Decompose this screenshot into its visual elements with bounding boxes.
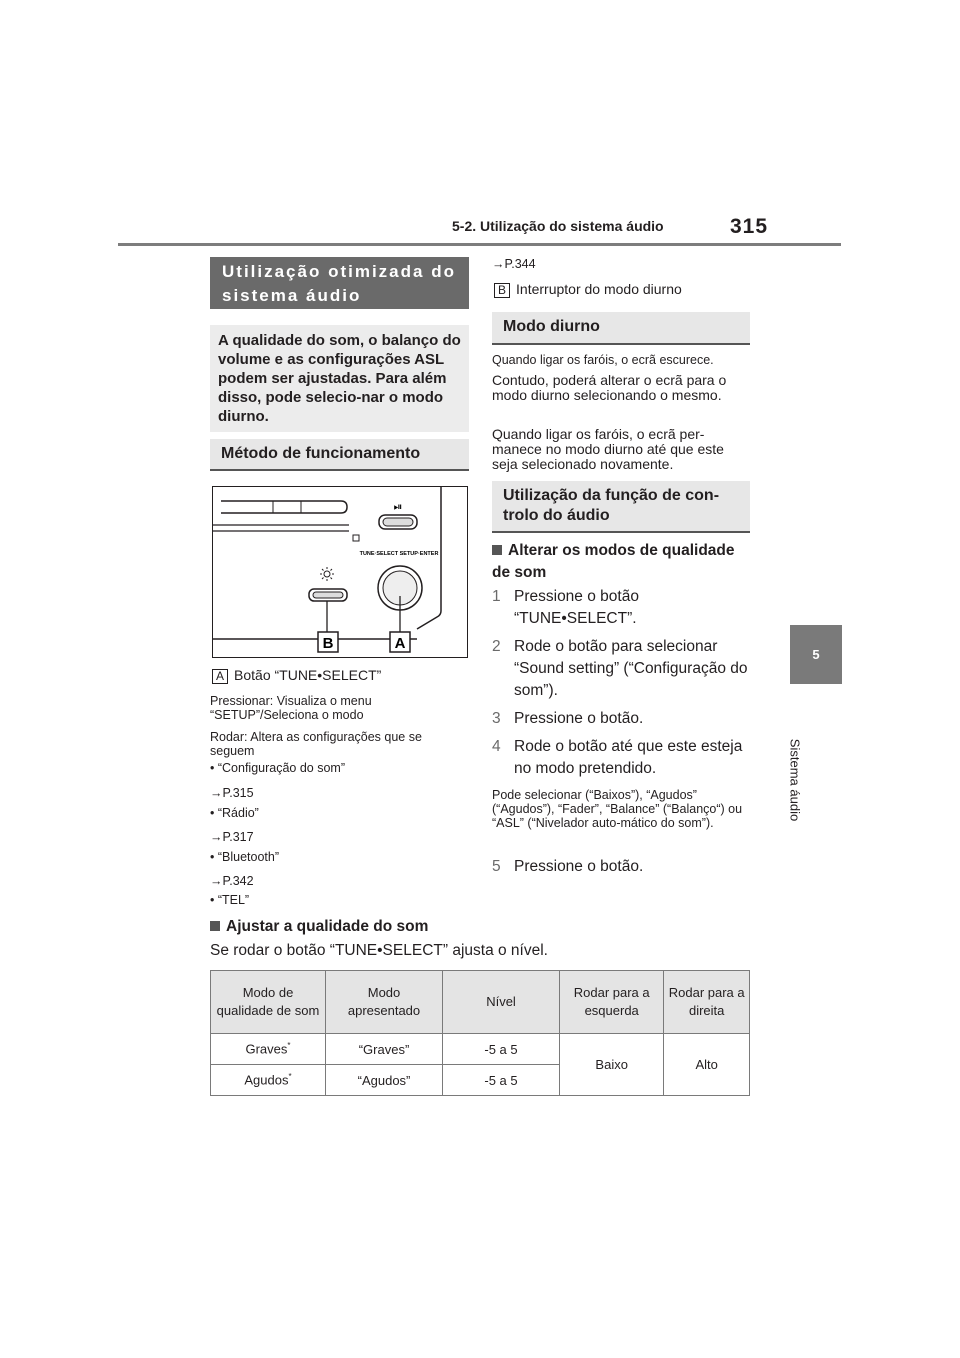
item-b-text: Interruptor do modo diurno <box>516 281 682 297</box>
step: 4 Rode o botão até que este esteja no modo pretendido. <box>492 738 743 777</box>
day-mode-text: Contudo, poderá alterar o ecrã para o modo diurno selecionando o mesmo. <box>492 372 727 403</box>
audio-panel-diagram <box>212 486 468 658</box>
chapter-side-label: Sistema áudio <box>787 738 803 822</box>
page-ref: →P.342 <box>210 874 254 888</box>
item-a-text: Botão “TUNE•SELECT” <box>234 667 382 683</box>
list-item: • “Rádio” <box>210 806 259 820</box>
sound-mode-subheading: Alterar os modos de qualidade de som <box>492 542 735 581</box>
list-item: • “Bluetooth” <box>210 850 279 864</box>
day-mode-note: Quando ligar os faróis, o ecrã escurece. <box>492 353 714 367</box>
step: 5 Pressione o botão. <box>492 858 644 875</box>
callout-a: A <box>394 635 406 652</box>
step: 2 Rode o botão para selecionar “Sound setting” (“Configuração do som”). <box>492 638 748 699</box>
adjust-quality-subheading: Ajustar a qualidade do som <box>210 916 750 938</box>
page-ref: →P.344 <box>492 257 536 271</box>
knob-label: TUNE·SELECT SETUP·ENTER <box>359 551 439 557</box>
section-title: 5-2. Utilização do sistema áudio <box>452 218 664 234</box>
main-heading: Utilização otimizada do sistema áudio <box>210 257 469 309</box>
bullet-square <box>210 921 220 931</box>
table-cell: -5 a 5 <box>443 1065 560 1096</box>
table-header: Nível <box>443 971 560 1034</box>
table-cell: -5 a 5 <box>443 1034 560 1065</box>
table-header: Rodar para a direita <box>664 971 750 1034</box>
audio-panel-drawing <box>213 487 466 656</box>
table-cell: “Graves” <box>326 1034 443 1065</box>
rotate-text: Rodar: Altera as configurações que se seguem <box>210 730 422 758</box>
table-cell: Alto <box>664 1034 750 1096</box>
day-mode-text: Quando ligar os faróis, o ecrã per-manece no modo diurno até que este seja selecionado novamente. <box>492 426 724 472</box>
list-item: • “Configuração do som” <box>210 761 345 775</box>
note-text: Pode selecionar (“Baixos”), “Agudos” (“Agudos”), “Fader”, “Balance” (“Balanço“) ou “ASL” (“Nivelador auto-mático do som”). <box>492 788 743 830</box>
table-row <box>211 1034 750 1065</box>
intro-box: A qualidade do som, o balanço do volume e as configurações ASL podem ser ajustadas. Para além disso, pode selecio-nar o modo diurno. <box>210 325 469 432</box>
adjust-quality-text: Se rodar o botão “TUNE•SELECT” ajusta o nível. <box>210 942 548 959</box>
play-pause-icon: ⏯ <box>393 500 403 513</box>
table-header: Modo apresentado <box>326 971 443 1034</box>
callout-b: B <box>322 635 334 652</box>
table-header: Modo de qualidade de som <box>211 971 326 1034</box>
sun-icon <box>320 567 334 581</box>
bullet-square <box>492 545 502 555</box>
item-b-label: B <box>494 283 510 298</box>
step: 3 Pressione o botão. <box>492 710 644 727</box>
step: 1 Pressione o botão “TUNE•SELECT”. <box>492 588 639 627</box>
method-heading: Método de funcionamento <box>210 439 469 471</box>
page-ref: →P.315 <box>210 786 254 800</box>
item-a <box>212 667 470 684</box>
item-b <box>494 281 682 298</box>
item-a-label: A <box>212 669 228 684</box>
audio-control-heading: Utilização da função de con-trolo do áudio <box>492 481 750 533</box>
press-text: Pressionar: Visualiza o menu “SETUP”/Seleciona o modo <box>210 694 372 722</box>
sound-quality-table <box>210 970 750 1096</box>
table-cell: Agudos* <box>211 1065 326 1096</box>
day-mode-heading: Modo diurno <box>492 312 750 345</box>
page-ref: →P.317 <box>210 830 254 844</box>
table-header: Rodar para a esquerda <box>560 971 664 1034</box>
table-cell: Graves* <box>211 1034 326 1065</box>
list-item: • “TEL” <box>210 893 250 907</box>
page-number: 315 <box>730 215 769 238</box>
header-divider <box>118 243 841 246</box>
table-cell: “Agudos” <box>326 1065 443 1096</box>
chapter-tab: 5 <box>790 625 842 684</box>
table-cell: Baixo <box>560 1034 664 1096</box>
